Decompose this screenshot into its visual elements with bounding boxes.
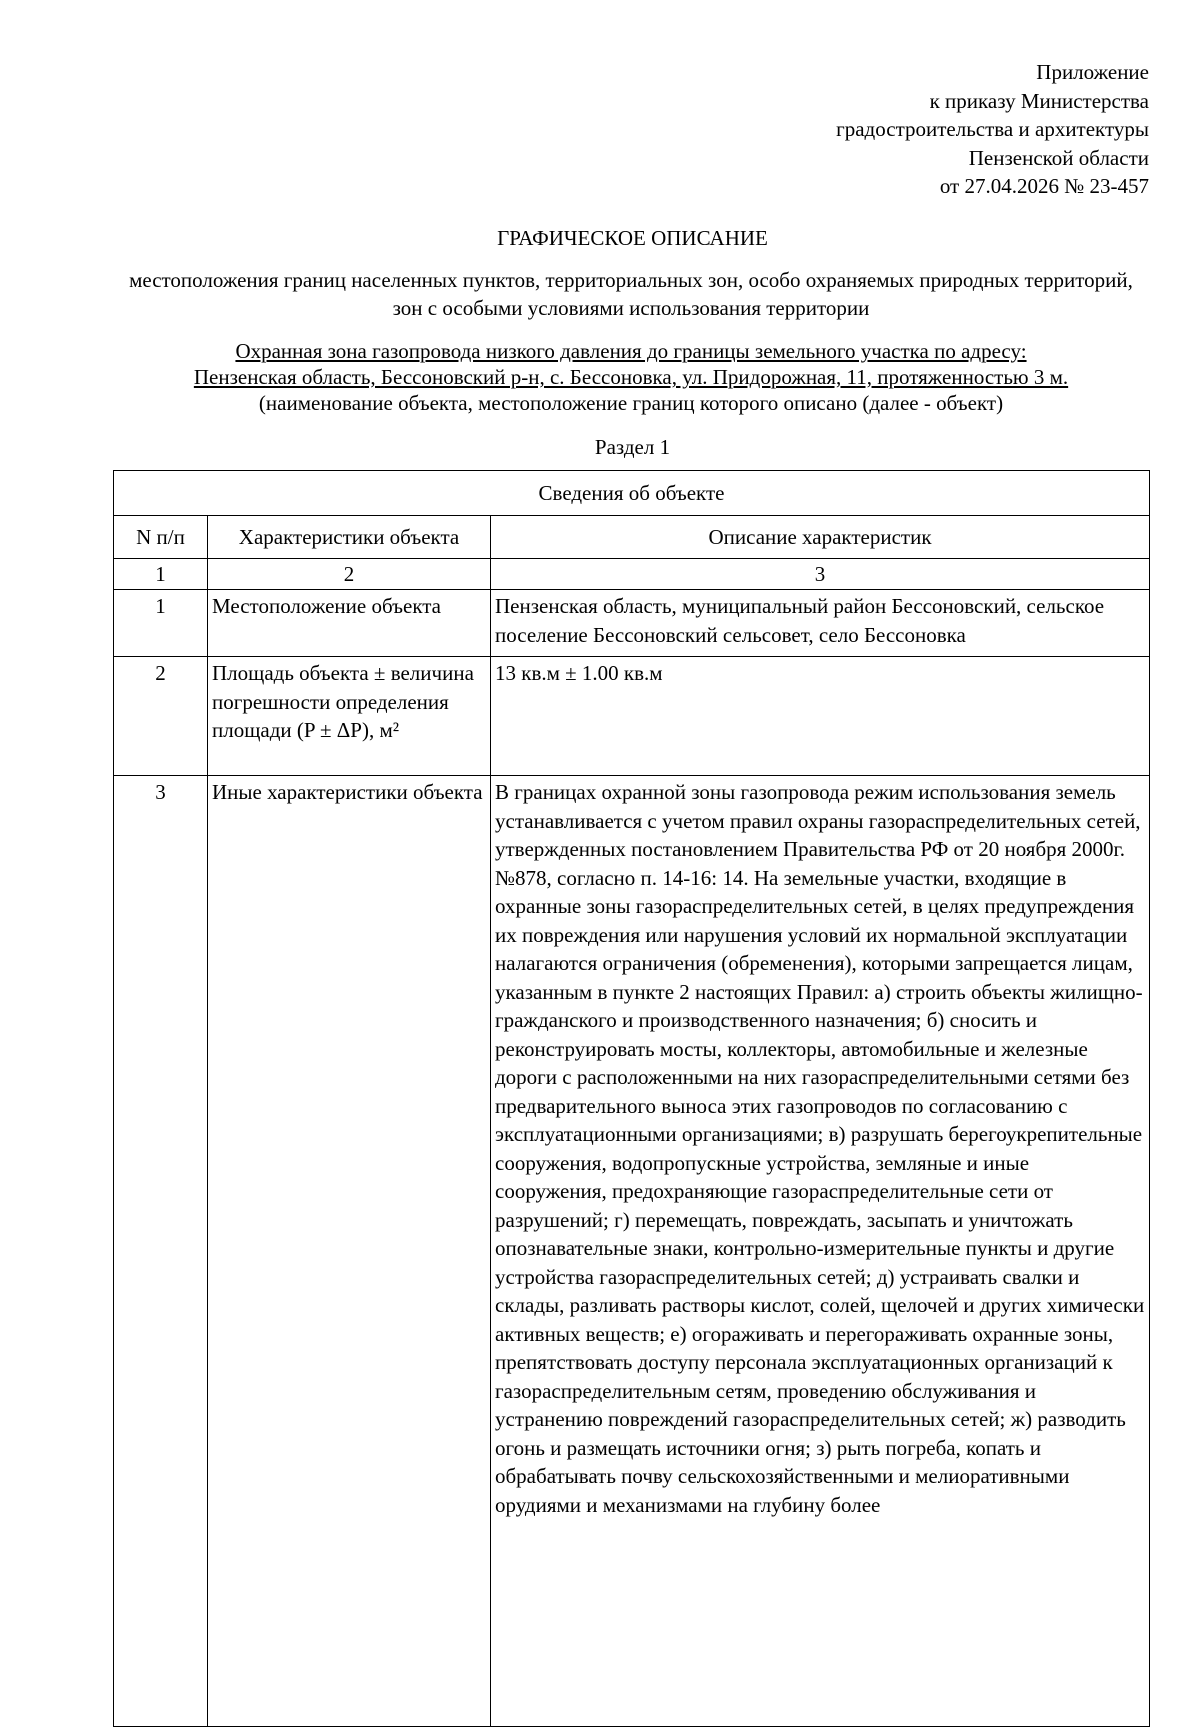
row-description: В границах охранной зоны газопровода режим использования земель устанавливается с учетом правил охраны газораспределительных сетей, утвержденных постановлением Правительства РФ от 20 ноября 2000г. №878, согласно п. 14-16: 14. На земельные участки, входящие в охранные зоны газораспределительных сетей, в целях предупреждения их повреждения или нарушения условий их нормальной эксплуатации налагаются ограничения (обременения), которыми запрещается лицам, указанным в пункте 2 настоящих Правил: а) строить объекты жилищно-гражданского и производственного назначения; б) сносить и реконструировать мосты, коллекторы, автомобильные и железные дороги с расположенными на них газораспределительными сетями без предварительного выноса этих газопроводов по согласованию с эксплуатационными организациями; в) разрушать берегоукрепительные сооружения, водопропускные устройства, земляные и иные сооружения, предохраняющие газораспределительные сети от разрушений; г) перемещать, повреждать, засыпать и уничтожать опознавательные знаки, контрольно-измерительные пункты и другие устройства газораспределительных сетей; д) устраивать свалки и склады, разливать растворы кислот, солей, щелочей и других химически активных веществ; е) огораживать и перегораживать охранные зоны, препятствовать доступу персонала эксплуатационных организаций к газораспределительным сетям, проведению обслуживания и устранению повреждений газораспределительных сетей; ж) разводить огонь и размещать источники огня; з) рыть погреба, копать и обрабатывать почву сельскохозяйственными и мелиоративными орудиями и механизмами на глубину более	[491, 776, 1150, 1727]
document-subtitle: местоположения границ населенных пунктов, территориальных зон, особо охраняемых природных территорий, зон с особыми условиями использования территории	[129, 268, 1133, 320]
table-caption: Сведения об объекте	[114, 471, 1150, 516]
object-info-table	[113, 470, 1150, 1727]
row-characteristic: Площадь объекта ± величина погрешности определения площади (P ± ΔP), м²	[208, 657, 491, 776]
appendix-line: Приложение	[1036, 60, 1149, 84]
appendix-block	[836, 58, 1149, 201]
appendix-order-line: от 27.04.2026 № 23-457	[939, 174, 1149, 198]
column-number-row	[114, 559, 1150, 590]
appendix-line: Пензенской области	[968, 145, 1149, 170]
column-number: 1	[114, 559, 208, 590]
object-name-block	[114, 338, 1148, 416]
row-description: Пензенская область, муниципальный район Бессоновский, сельское поселение Бессоновский сельсовет, село Бессоновка	[491, 590, 1150, 657]
header-number: N п/п	[114, 516, 208, 559]
row-number: 3	[114, 776, 208, 1727]
appendix-line: к приказу Министерства	[929, 88, 1149, 113]
header-description: Описание характеристик	[491, 516, 1150, 559]
row-number: 1	[114, 590, 208, 657]
row-number: 2	[114, 657, 208, 776]
object-name-line: Охранная зона газопровода низкого давления до границы земельного участка по адресу:	[235, 339, 1027, 363]
section-label: Раздел 1	[594, 435, 671, 459]
header-characteristic: Характеристики объекта	[208, 516, 491, 559]
column-number: 2	[208, 559, 491, 590]
table-row	[114, 776, 1150, 1727]
table-header-row	[114, 516, 1150, 559]
table-row	[114, 657, 1150, 776]
row-characteristic: Местоположение объекта	[208, 590, 491, 657]
appendix-line: градостроительства и архитектуры	[836, 117, 1149, 141]
row-characteristic: Иные характеристики объекта	[208, 776, 491, 1727]
table-row	[114, 590, 1150, 657]
object-name-hint: (наименование объекта, местоположение границ которого описано (далее - объект)	[258, 391, 1004, 415]
object-address-line: Пензенская область, Бессоновский р-н, с. Бессоновка, ул. Придорожная, 11, протяженностью 3 м.	[193, 365, 1069, 389]
row-description: 13 кв.м ± 1.00 кв.м	[491, 657, 1150, 776]
column-number: 3	[491, 559, 1150, 590]
document-title: ГРАФИЧЕСКОЕ ОПИСАНИЕ	[497, 226, 768, 250]
